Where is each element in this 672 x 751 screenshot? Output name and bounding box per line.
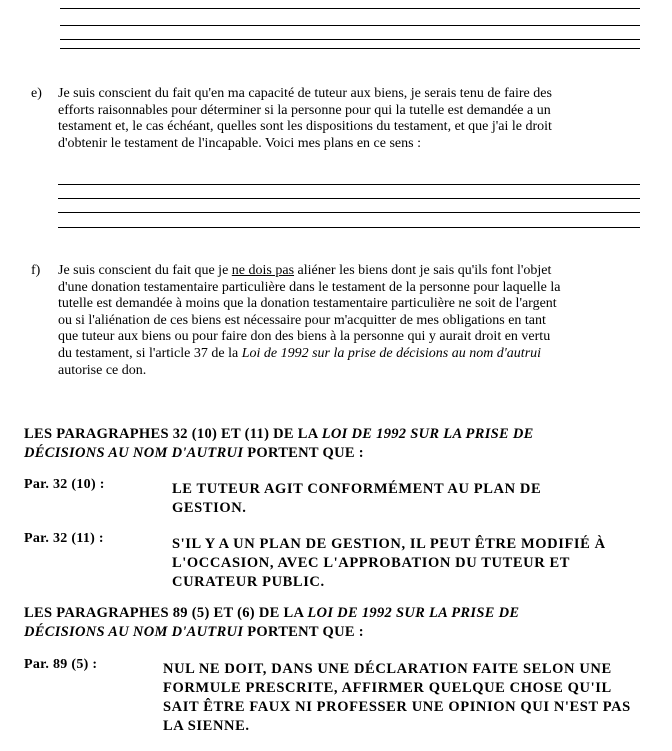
item-e-line: Je suis conscient du fait qu'en ma capacité de tuteur aux biens, je serais tenu de faire des bbox=[58, 86, 552, 101]
item-f-line: que tuteur aux biens ou pour faire don des biens à la personne qui y aurait droit en vertu bbox=[58, 329, 551, 345]
item-e-label: e) bbox=[31, 86, 42, 101]
heading-par-32 bbox=[24, 425, 624, 463]
par-32-10-text: LE TUTEUR AGIT CONFORMÉMENT AU PLAN DE GESTION. bbox=[172, 481, 542, 516]
blank-line[interactable] bbox=[60, 25, 640, 26]
par-32-11-text: S'IL Y A UN PLAN DE GESTION, IL PEUT ÊTRE MODIFIÉ À L'OCCASION, AVEC L'APPROBATION DU TUTEUR ET CURATEUR PUBLIC. bbox=[172, 536, 606, 590]
heading-text: LES PARAGRAPHES 32 (10) ET (11) DE LA bbox=[24, 426, 322, 442]
law-title: DÉCISIONS AU NOM D'AUTRUI bbox=[24, 624, 244, 640]
item-f-line bbox=[58, 263, 628, 280]
item-f-line bbox=[58, 346, 628, 363]
item-e-line: efforts raisonnables pour déterminer si la personne pour qui la tutelle est demandée a un bbox=[58, 102, 551, 118]
item-e-line: testament et, le cas échéant, quelles sont les dispositions du testament, et que j'ai le droit bbox=[58, 119, 552, 135]
item-f-line: d'une donation testamentaire particulière dans le testament de la personne pour laquelle la bbox=[58, 279, 561, 295]
par-32-10-label: Par. 32 (10) : bbox=[24, 477, 105, 492]
item-f-line6-text: du testament, si l'article 37 de la bbox=[58, 345, 242, 361]
law-title: DÉCISIONS AU NOM D'AUTRUI bbox=[24, 445, 244, 461]
item-f-line1-rest: aliéner les biens dont je sais qu'ils font l'objet bbox=[294, 263, 552, 278]
blank-line[interactable] bbox=[58, 198, 640, 199]
blank-line[interactable] bbox=[60, 8, 640, 9]
par-32-11-label: Par. 32 (11) : bbox=[24, 531, 104, 546]
heading-text: LES PARAGRAPHES 89 (5) ET (6) DE LA bbox=[24, 605, 308, 621]
item-f-line1-text: Je suis conscient du fait que je bbox=[58, 263, 232, 278]
blank-line[interactable] bbox=[58, 184, 640, 185]
item-f-label: f) bbox=[31, 263, 41, 278]
blank-line[interactable] bbox=[58, 227, 640, 228]
heading-text: PORTENT QUE : bbox=[243, 445, 364, 461]
heading-text: PORTENT QUE : bbox=[243, 624, 364, 640]
item-e-line: d'obtenir le testament de l'incapable. Voici mes plans en ce sens : bbox=[58, 135, 421, 151]
item-f-text bbox=[58, 263, 628, 379]
blank-line[interactable] bbox=[60, 48, 640, 49]
item-f-line: autorise ce don. bbox=[58, 362, 147, 378]
heading-par-89 bbox=[24, 604, 624, 642]
item-e-text bbox=[58, 86, 624, 152]
item-f-line: ou si l'aliénation de ces biens est nécessaire pour m'acquitter de mes obligations en tant bbox=[58, 312, 546, 328]
par-89-5-label: Par. 89 (5) : bbox=[24, 657, 98, 672]
law-title: LOI DE 1992 SUR LA PRISE DE bbox=[307, 605, 520, 621]
law-title: Loi de 1992 sur la prise de décisions au nom d'autrui bbox=[241, 345, 542, 361]
par-89-5-text: NUL NE DOIT, DANS UNE DÉCLARATION FAITE SELON UNE FORMULE PRESCRITE, AFFIRMER QUELQUE CHOSE QU'IL SAIT ÊTRE FAUX NI PROFESSER UNE OPINION QUI N'EST PAS LA SIENNE. bbox=[163, 661, 631, 734]
item-f-line: tutelle est demandée à moins que la donation testamentaire particulière ne soit de l'argent bbox=[58, 296, 557, 312]
blank-line[interactable] bbox=[58, 212, 640, 213]
blank-line[interactable] bbox=[60, 39, 640, 40]
item-f-emphasis: ne dois pas bbox=[231, 263, 295, 278]
law-title: LOI DE 1992 SUR LA PRISE DE bbox=[321, 426, 534, 442]
